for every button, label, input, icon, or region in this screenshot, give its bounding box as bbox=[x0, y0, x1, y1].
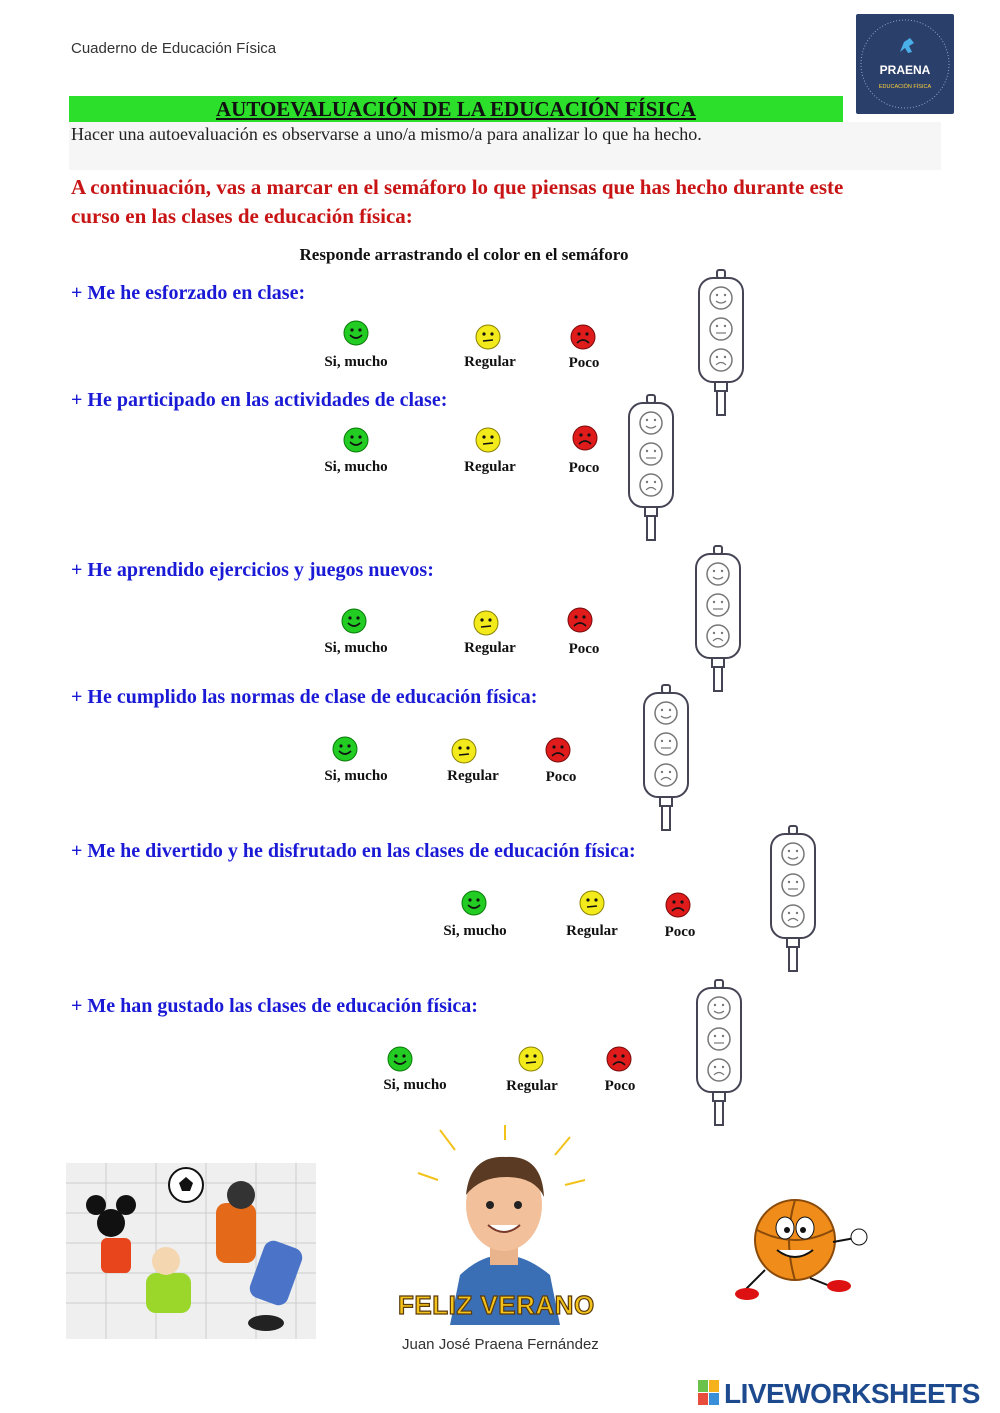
sad-face-icon[interactable] bbox=[545, 737, 571, 763]
happy-face-icon[interactable] bbox=[341, 608, 367, 634]
question-4: + He cumplido las normas de clase de educación física: bbox=[71, 686, 538, 708]
label-good: Si, mucho bbox=[443, 923, 507, 939]
label-bad: Poco bbox=[568, 355, 600, 371]
traffic-light-drop-target[interactable] bbox=[690, 978, 748, 1128]
instruction-text: A continuación, vas a marcar en el semáforo lo que piensas que has hecho durante este curso en las clases de educación física: bbox=[71, 175, 844, 228]
label-bad: Poco bbox=[568, 641, 600, 657]
label-bad: Poco bbox=[568, 460, 600, 476]
traffic-light-drop-target[interactable] bbox=[764, 824, 822, 974]
intro-text: Hacer una autoevaluación es observarse a uno/a mismo/a para analizar lo que ha hecho. bbox=[71, 124, 702, 144]
liveworksheets-brand[interactable]: LIVEWORKSHEETS bbox=[724, 1378, 980, 1409]
logo-subtext: EDUCACIÓN FÍSICA bbox=[878, 84, 932, 90]
neutral-face-icon[interactable] bbox=[451, 738, 477, 764]
label-bad: Poco bbox=[664, 924, 696, 940]
sad-face-icon[interactable] bbox=[567, 607, 593, 633]
respond-instruction: Responde arrastrando el color en el semáforo bbox=[299, 245, 629, 264]
label-good: Si, mucho bbox=[324, 459, 388, 475]
question-3: + He aprendido ejercicios y juegos nuevos: bbox=[71, 559, 434, 581]
feliz-verano-text: FELIZ VERANO bbox=[398, 1290, 595, 1320]
praena-logo bbox=[856, 14, 954, 114]
label-mid: Regular bbox=[566, 923, 618, 939]
neutral-face-icon[interactable] bbox=[579, 890, 605, 916]
question-6: + Me han gustado las clases de educación física: bbox=[71, 995, 478, 1017]
neutral-face-icon[interactable] bbox=[473, 610, 499, 636]
neutral-face-icon[interactable] bbox=[518, 1046, 544, 1072]
logo-text: PRAENA bbox=[879, 63, 931, 77]
traffic-light-drop-target[interactable] bbox=[637, 683, 695, 833]
basketball-mascot bbox=[735, 1190, 870, 1305]
teacher-signature: Juan José Praena Fernández bbox=[402, 1336, 599, 1353]
traffic-light-drop-target[interactable] bbox=[622, 393, 680, 543]
label-good: Si, mucho bbox=[383, 1077, 447, 1093]
notebook-header: Cuaderno de Educación Física bbox=[71, 40, 277, 57]
liveworksheets-logo-icon bbox=[698, 1380, 720, 1406]
cartoon-soccer-illustration bbox=[66, 1163, 316, 1339]
happy-face-icon[interactable] bbox=[343, 320, 369, 346]
neutral-face-icon[interactable] bbox=[475, 324, 501, 350]
neutral-face-icon[interactable] bbox=[475, 427, 501, 453]
page-title: AUTOEVALUACIÓN DE LA EDUCACIÓN FÍSICA bbox=[216, 97, 696, 121]
question-2: + He participado en las actividades de clase: bbox=[71, 389, 448, 411]
sad-face-icon[interactable] bbox=[665, 892, 691, 918]
happy-face-icon[interactable] bbox=[387, 1046, 413, 1072]
sad-face-icon[interactable] bbox=[606, 1046, 632, 1072]
sad-face-icon[interactable] bbox=[572, 425, 598, 451]
happy-face-icon[interactable] bbox=[461, 890, 487, 916]
label-mid: Regular bbox=[464, 459, 516, 475]
label-mid: Regular bbox=[464, 640, 516, 656]
label-mid: Regular bbox=[447, 768, 499, 784]
label-mid: Regular bbox=[506, 1078, 558, 1094]
question-5: + Me he divertido y he disfrutado en las clases de educación física: bbox=[71, 840, 636, 862]
traffic-light-drop-target[interactable] bbox=[689, 544, 747, 694]
label-good: Si, mucho bbox=[324, 354, 388, 370]
label-bad: Poco bbox=[604, 1078, 636, 1094]
label-good: Si, mucho bbox=[324, 768, 388, 784]
sad-face-icon[interactable] bbox=[570, 324, 596, 350]
label-bad: Poco bbox=[545, 769, 577, 785]
question-1: + Me he esforzado en clase: bbox=[71, 282, 306, 304]
happy-face-icon[interactable] bbox=[332, 736, 358, 762]
label-mid: Regular bbox=[464, 354, 516, 370]
label-good: Si, mucho bbox=[324, 640, 388, 656]
traffic-light-drop-target[interactable] bbox=[692, 268, 750, 418]
happy-face-icon[interactable] bbox=[343, 427, 369, 453]
